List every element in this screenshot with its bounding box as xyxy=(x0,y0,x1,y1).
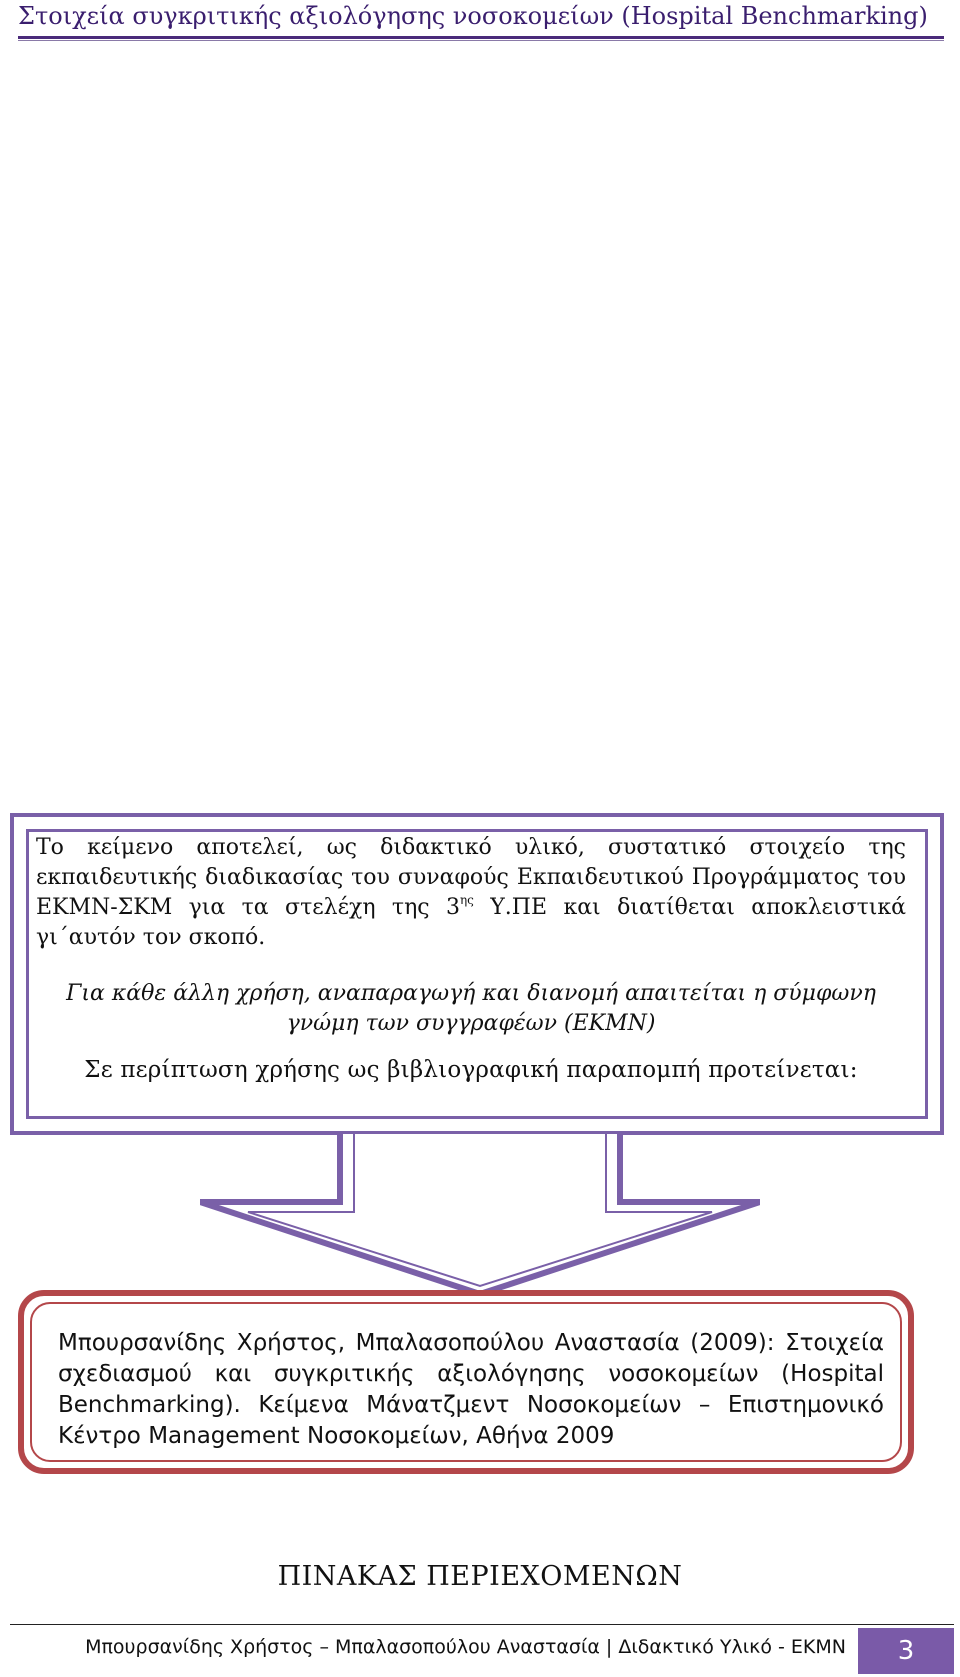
notice-paragraph-permission: Για κάθε άλλη χρήση, αναπαραγωγή και διανομή απαιτείται η σύμφωνη γνώμη των συγγραφέων (ΕΚΜΝ) xyxy=(66,981,876,1036)
citation-box xyxy=(18,1290,914,1474)
notice-paragraph-citation-intro: Σε περίπτωση χρήσης ως βιβλιογραφική παραπομπή προτείνεται: xyxy=(84,1057,858,1083)
page-number-badge: 3 xyxy=(858,1628,954,1674)
notice-ordinal-superscript: ης xyxy=(459,893,474,907)
header-rule xyxy=(18,36,944,39)
notice-text-part-1: Το κείμενο αποτελεί, ως διδακτικό υλικό, συστατικό στοιχείο της εκπαιδευτικής διαδικασίας του συναφούς Εκπαιδευτικού Προγράμματος του ΕΚΜΝ-ΣΚΜ για τα στελέχη της 3 xyxy=(36,835,906,920)
notice-paragraph-usage xyxy=(36,833,906,953)
citation-text: Μπουρσανίδης Χρήστος, Μπαλασοπούλου Αναστασία (2009): Στοιχεία σχεδιασμού και συγκριτικής αξιολόγησης νοσοκομείων (Hospital Benchmarking). Κείμενα Μάνατζμεντ Νοσοκομείων – Επιστημονικό Κέντρο Management Νοσοκομείων, Αθήνα 2009 xyxy=(58,1330,884,1449)
copyright-notice-box xyxy=(10,813,944,1135)
running-header-title: Στοιχεία συγκριτικής αξιολόγησης νοσοκομείων (Hospital Benchmarking) xyxy=(18,2,928,30)
footer-authors: Μπουρσανίδης Χρήστος – Μπαλασοπούλου Αναστασία | Διδακτικό Υλικό - ΕΚΜΝ xyxy=(85,1636,846,1658)
table-of-contents-title: ΠΙΝΑΚΑΣ ΠΕΡΙΕΧΟΜΕΝΩΝ xyxy=(277,1561,683,1592)
notice-text-part-2: Υ.ΠΕ και διατίθεται αποκλειστικά γι΄αυτόν τον σκοπό. xyxy=(36,895,906,950)
down-arrow-connector xyxy=(200,1134,760,1294)
header-rule-thin xyxy=(18,40,944,41)
footer-rule xyxy=(10,1624,954,1625)
